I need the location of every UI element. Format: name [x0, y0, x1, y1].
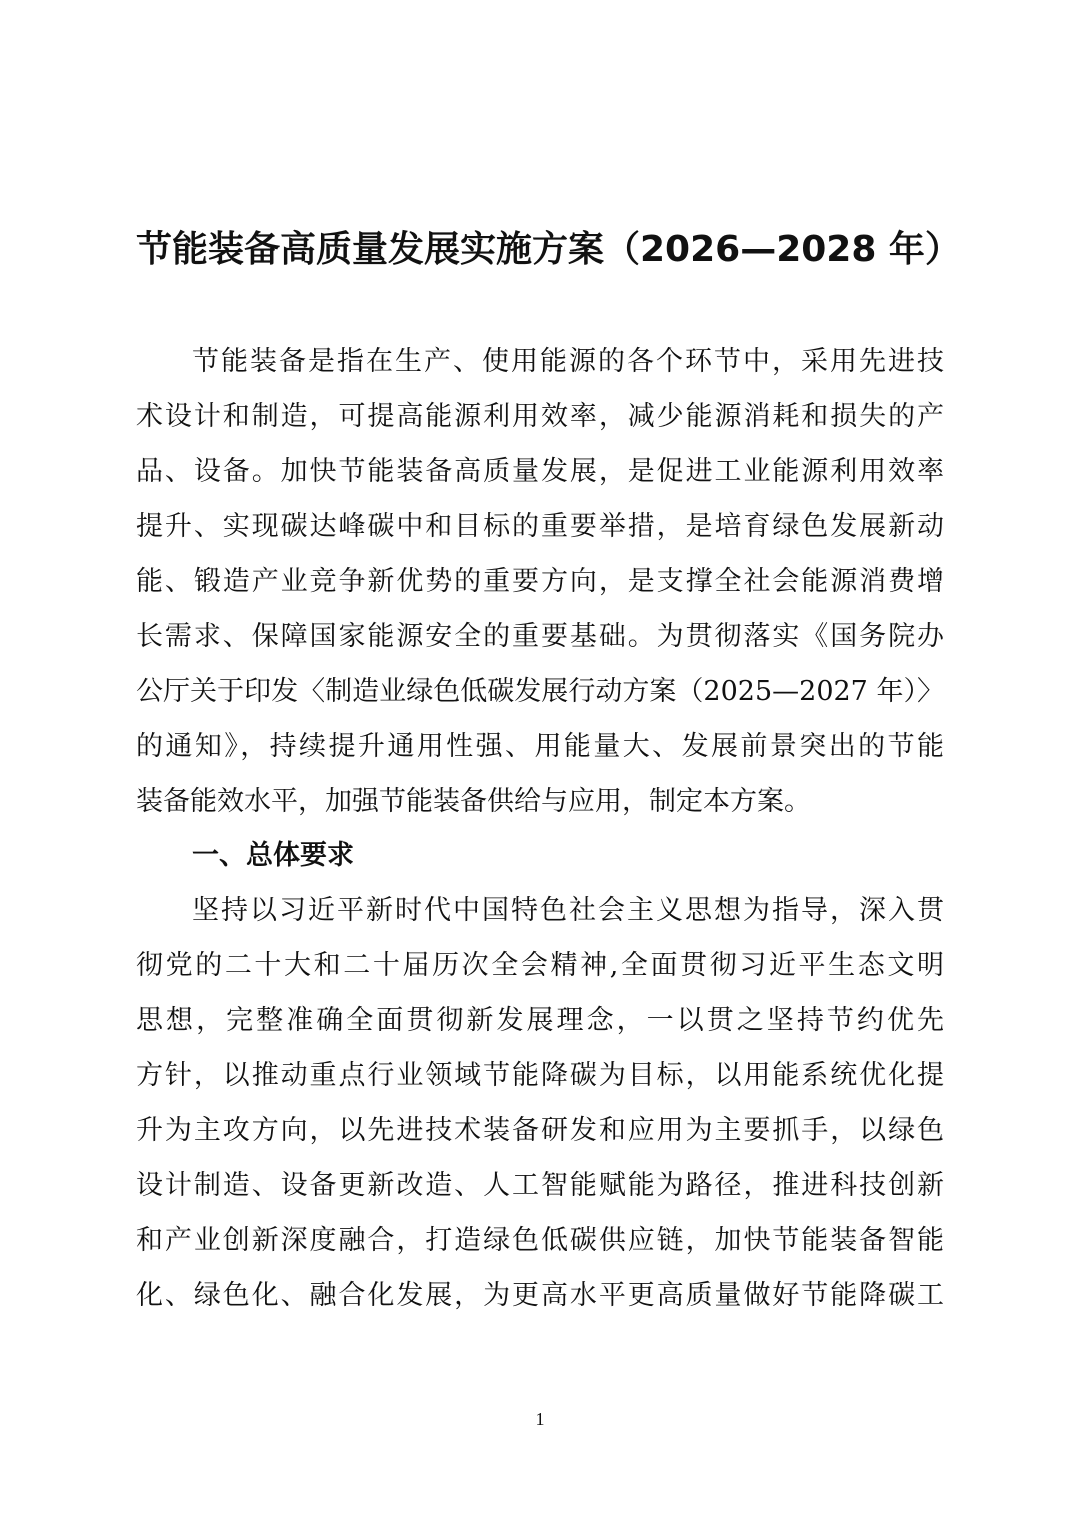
paragraph-line: 设计制造、设备更新改造、人工智能赋能为路径，推进科技创新	[136, 1170, 944, 1201]
paragraph-line: 节能装备是指在生产、使用能源的各个环节中，采用先进技	[192, 346, 944, 377]
paragraph-line: 彻党的二十大和二十届历次全会精神,全面贯彻习近平生态文明	[136, 950, 944, 981]
paragraph-line: 升为主攻方向，以先进技术装备研发和应用为主要抓手，以绿色	[136, 1115, 944, 1146]
document-title: 节能装备高质量发展实施方案（2026—2028 年）	[136, 229, 961, 270]
paragraph-line: 能、锻造产业竞争新优势的重要方向，是支撑全社会能源消费增	[136, 566, 944, 597]
paragraph-line: 公厅关于印发〈制造业绿色低碳发展行动方案（2025—2027 年）〉	[136, 676, 944, 707]
paragraph-line: 提升、实现碳达峰碳中和目标的重要举措，是培育绿色发展新动	[136, 511, 944, 542]
paragraph-line: 术设计和制造，可提高能源利用效率，减少能源消耗和损失的产	[136, 401, 944, 432]
paragraph-line: 化、绿色化、融合化发展，为更高水平更高质量做好节能降碳工	[136, 1280, 944, 1311]
paragraph-line: 的通知》，持续提升通用性强、用能量大、发展前景突出的节能	[136, 731, 944, 762]
paragraph-line: 思想，完整准确全面贯彻新发展理念，一以贯之坚持节约优先	[136, 1005, 944, 1036]
paragraph-line: 坚持以习近平新时代中国特色社会主义思想为指导，深入贯	[192, 895, 944, 926]
paragraph-line: 方针，以推动重点行业领域节能降碳为目标，以用能系统优化提	[136, 1060, 944, 1091]
section-heading: 一、总体要求	[192, 840, 354, 871]
paragraph-line: 装备能效水平，加强节能装备供给与应用，制定本方案。	[136, 786, 811, 817]
paragraph-line: 品、设备。加快节能装备高质量发展，是促进工业能源利用效率	[136, 456, 944, 487]
paragraph-line: 长需求、保障国家能源安全的重要基础。为贯彻落实《国务院办	[136, 621, 944, 652]
paragraph-line: 和产业创新深度融合，打造绿色低碳供应链，加快节能装备智能	[136, 1225, 944, 1256]
page-number: 1	[535, 1409, 545, 1429]
